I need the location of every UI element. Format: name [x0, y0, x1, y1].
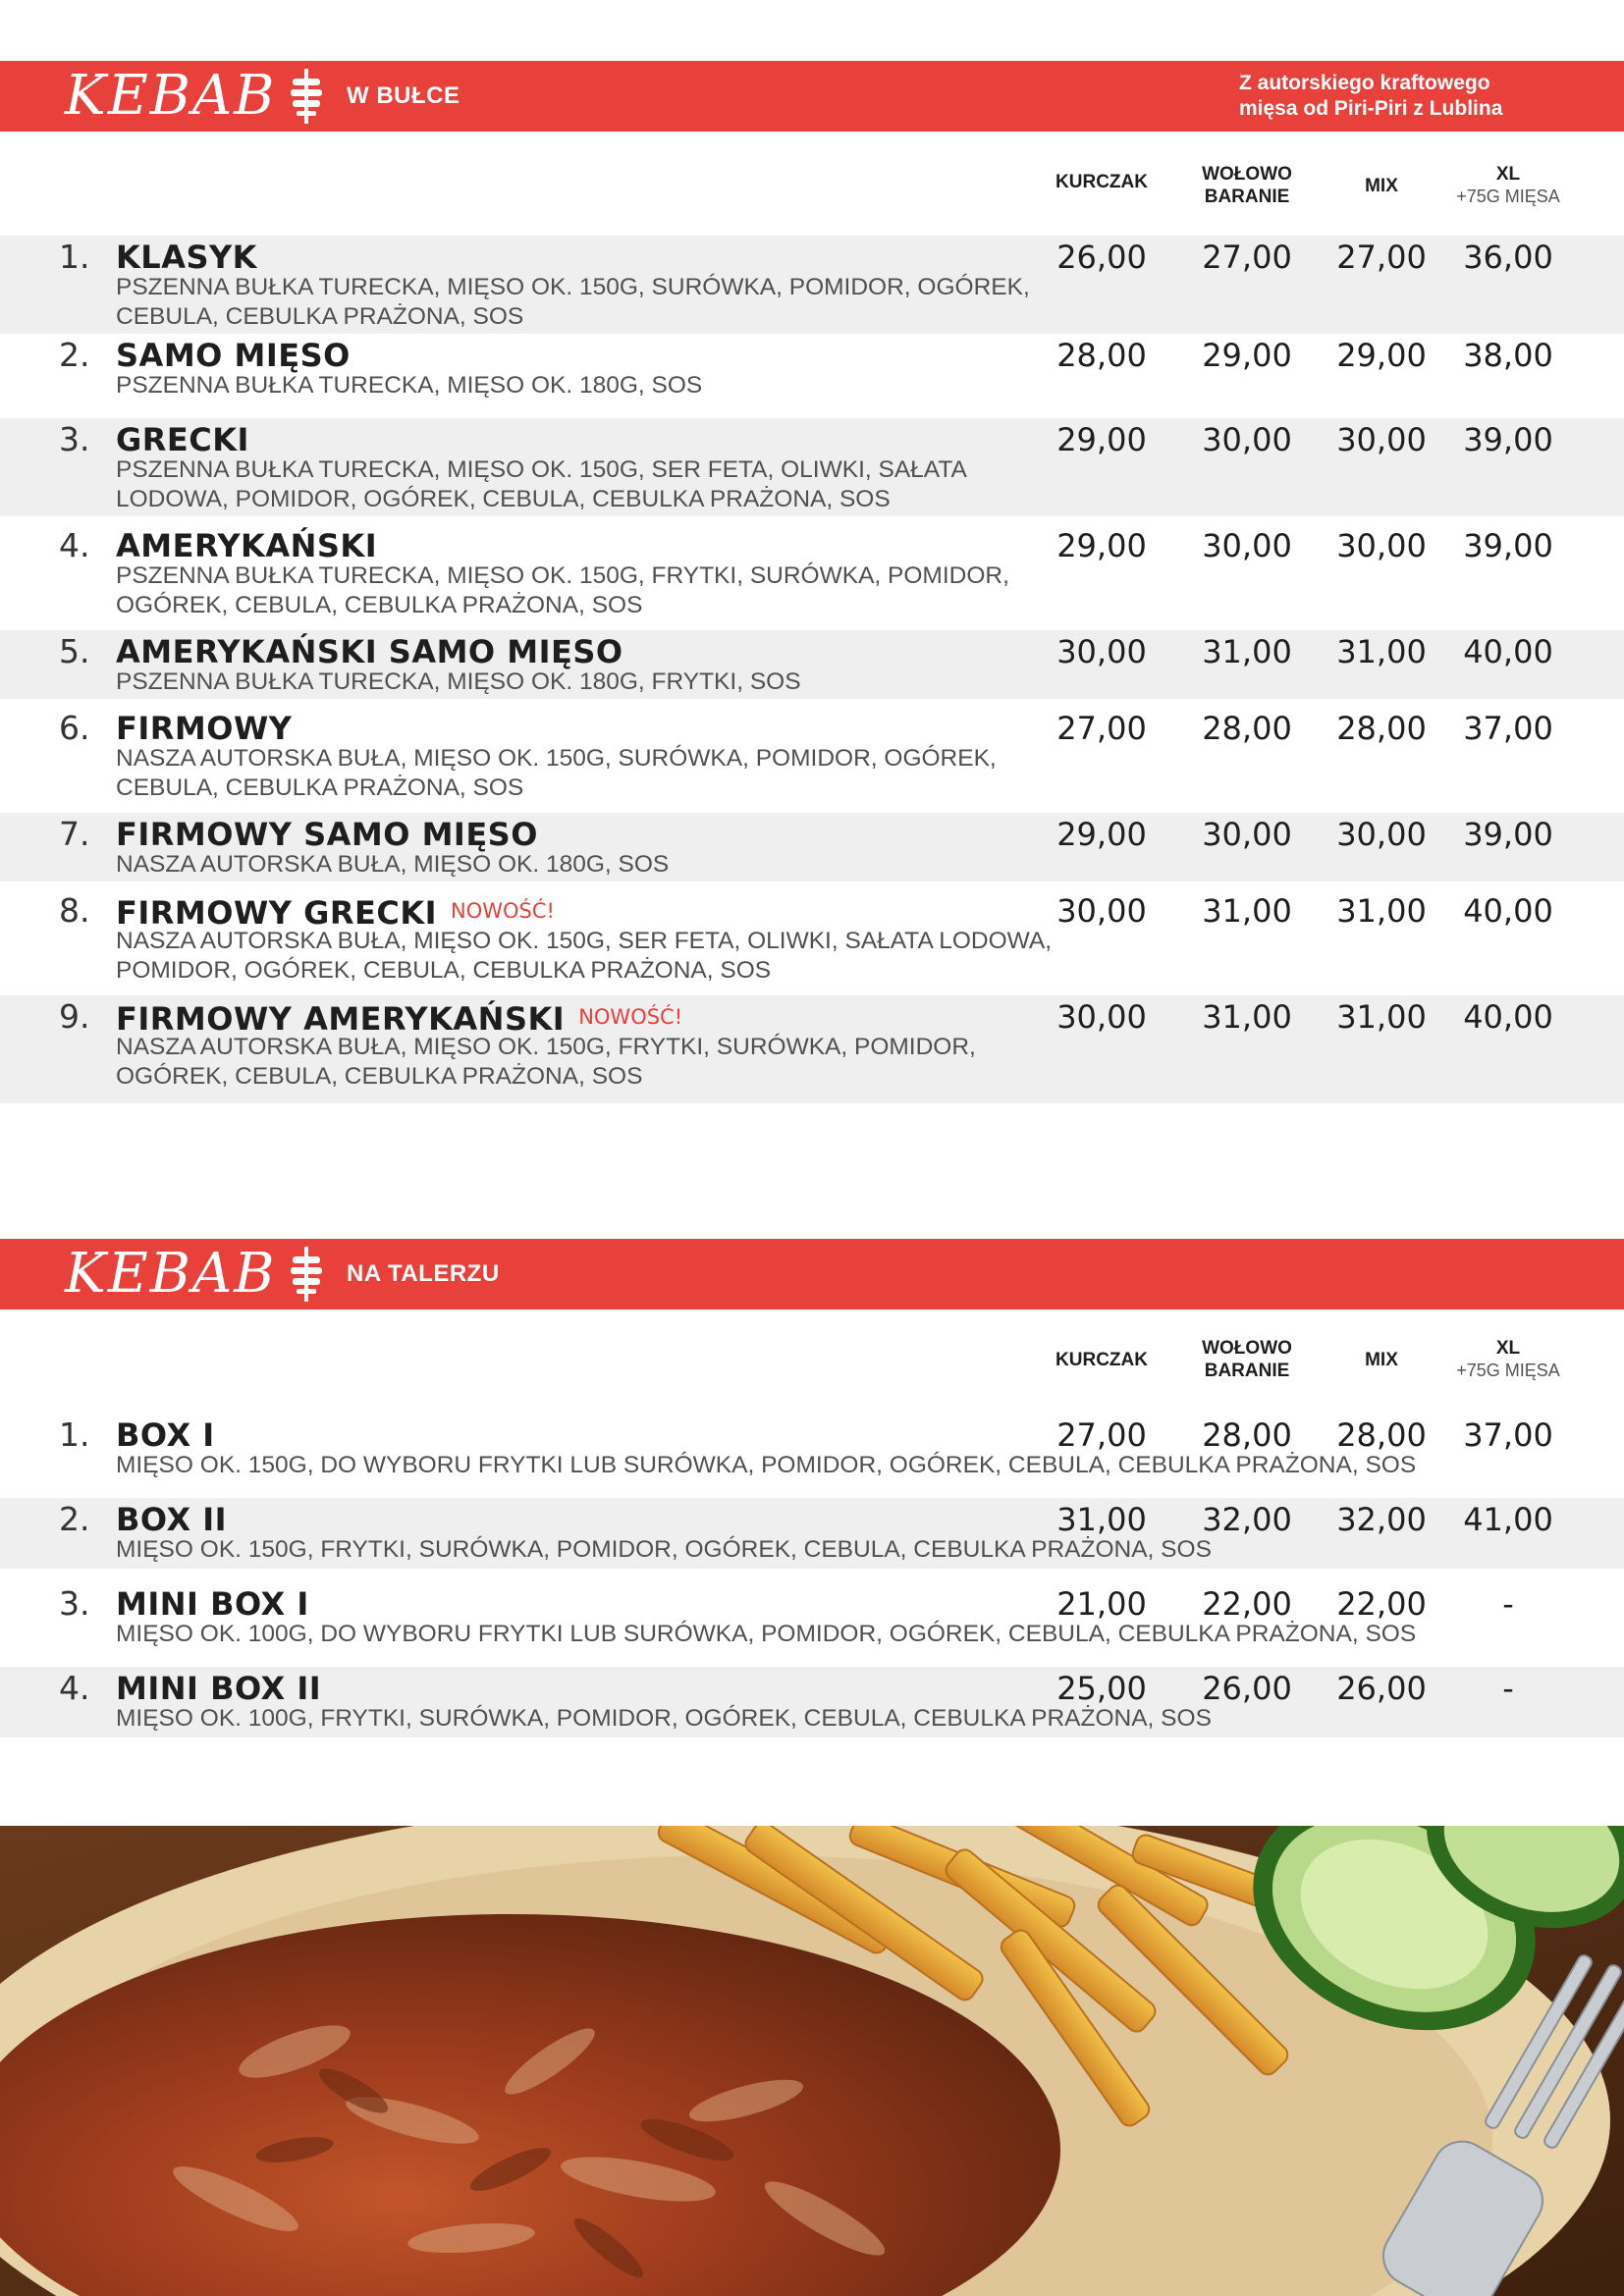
price-column-headers [0, 1309, 1624, 1414]
column-header-kurczak: KURCZAK [1056, 1350, 1148, 1370]
section-banner [0, 1239, 1624, 1309]
menu-items-list [0, 236, 1624, 1103]
item-number: 3. [59, 1584, 90, 1623]
price-kurczak: 29,00 [1056, 816, 1147, 853]
price-wolowo-baranie: 27,00 [1202, 239, 1292, 276]
item-number: 2. [59, 1500, 90, 1538]
item-number: 8. [59, 891, 90, 930]
price-kurczak: 30,00 [1056, 892, 1147, 930]
item-number: 6. [59, 709, 90, 747]
price-kurczak: 27,00 [1056, 710, 1147, 747]
price-xl: - [1502, 1585, 1514, 1623]
kebab-plate-photo [0, 1826, 1624, 2296]
item-name-text: BOX I [116, 1416, 215, 1454]
item-name-text: AMERYKAŃSKI [116, 527, 378, 564]
item-description: MIĘSO OK. 150G, DO WYBORU FRYTKI LUB SURÓWKA, POMIDOR, OGÓREK, CEBULA, CEBULKA PRAŻONA, SOS [116, 1452, 1417, 1478]
price-kurczak: 27,00 [1056, 1416, 1147, 1454]
price-wolowo-baranie: 32,00 [1202, 1501, 1292, 1538]
price-mix: 31,00 [1336, 633, 1427, 670]
item-name-text: KLASYK [116, 239, 257, 276]
price-kurczak: 21,00 [1056, 1585, 1147, 1623]
note-line-2: mięsa od Piri-Piri z Lublina [1239, 97, 1503, 120]
item-number: 3. [59, 420, 90, 458]
price-kurczak: 29,00 [1056, 527, 1147, 564]
item-description: PSZENNA BUŁKA TURECKA, MIĘSO OK. 150G, SURÓWKA, POMIDOR, OGÓREK, CEBULA, CEBULKA PRAŻONA, SOS [116, 274, 1030, 330]
price-mix: 26,00 [1336, 1670, 1427, 1707]
price-kurczak: 28,00 [1056, 337, 1147, 374]
price-xl: 37,00 [1463, 1416, 1553, 1454]
price-wolowo-baranie: 31,00 [1202, 998, 1292, 1036]
item-description: NASZA AUTORSKA BUŁA, MIĘSO OK. 150G, SURÓWKA, POMIDOR, OGÓREK, CEBULA, CEBULKA PRAŻONA, SOS [116, 745, 997, 801]
menu-item-row [0, 1414, 1624, 1498]
price-xl: 36,00 [1463, 239, 1553, 276]
column-header-wolowo-baranie: WOŁOWO BARANIE [1202, 164, 1292, 207]
item-description: MIĘSO OK. 100G, FRYTKI, SURÓWKA, POMIDOR, OGÓREK, CEBULA, CEBULKA PRAŻONA, SOS [116, 1705, 1212, 1732]
section-subtitle: W BUŁCE [347, 82, 460, 109]
price-mix: 27,00 [1336, 239, 1427, 276]
price-xl: 39,00 [1463, 421, 1553, 458]
price-xl: 39,00 [1463, 816, 1553, 853]
price-wolowo-baranie: 30,00 [1202, 527, 1292, 564]
price-mix: 30,00 [1336, 527, 1427, 564]
price-kurczak: 29,00 [1056, 421, 1147, 458]
item-number: 1. [59, 238, 90, 276]
item-description: PSZENNA BUŁKA TURECKA, MIĘSO OK. 180G, FRYTKI, SOS [116, 668, 801, 695]
brand-title: KEBAB [65, 1242, 277, 1306]
price-xl: 37,00 [1463, 710, 1553, 747]
menu-item-row [0, 630, 1624, 699]
price-kurczak: 25,00 [1056, 1670, 1147, 1707]
item-name-text: FIRMOWY AMERYKAŃSKI [116, 1000, 566, 1038]
price-xl: 40,00 [1463, 998, 1553, 1036]
price-wolowo-baranie: 30,00 [1202, 421, 1292, 458]
menu-item-row [0, 516, 1624, 630]
menu-item-row [0, 1498, 1624, 1569]
price-kurczak: 31,00 [1056, 1501, 1147, 1538]
menu-item-row [0, 699, 1624, 813]
item-name-text: FIRMOWY SAMO MIĘSO [116, 816, 538, 853]
column-header-xl: XL +75G MIĘSA [1439, 1337, 1577, 1382]
price-wolowo-baranie: 30,00 [1202, 816, 1292, 853]
menu-item-row [0, 1569, 1624, 1667]
price-mix: 28,00 [1336, 710, 1427, 747]
price-kurczak: 30,00 [1056, 633, 1147, 670]
price-mix: 32,00 [1336, 1501, 1427, 1538]
meat-origin-note [1239, 71, 1553, 122]
item-description: MIĘSO OK. 150G, FRYTKI, SURÓWKA, POMIDOR, OGÓREK, CEBULA, CEBULKA PRAŻONA, SOS [116, 1536, 1212, 1563]
new-badge: NOWOŚĆ! [451, 899, 555, 923]
item-number: 2. [59, 336, 90, 374]
column-header-kurczak: KURCZAK [1056, 172, 1148, 192]
price-mix: 22,00 [1336, 1585, 1427, 1623]
item-name-text: MINI BOX I [116, 1585, 309, 1623]
item-name-text: MINI BOX II [116, 1670, 322, 1707]
price-wolowo-baranie: 31,00 [1202, 633, 1292, 670]
kebab-plate-image [0, 1826, 1624, 2296]
price-wolowo-baranie: 29,00 [1202, 337, 1292, 374]
price-xl: 39,00 [1463, 527, 1553, 564]
item-number: 5. [59, 632, 90, 670]
item-number: 4. [59, 526, 90, 564]
price-mix: 30,00 [1336, 421, 1427, 458]
item-name-text: GRECKI [116, 421, 249, 458]
price-mix: 28,00 [1336, 1416, 1427, 1454]
item-number: 7. [59, 815, 90, 853]
item-description: NASZA AUTORSKA BUŁA, MIĘSO OK. 180G, SOS [116, 851, 670, 878]
item-description: PSZENNA BUŁKA TURECKA, MIĘSO OK. 150G, FRYTKI, SURÓWKA, POMIDOR, OGÓREK, CEBULA, CEBULKA PRAŻONA, SOS [116, 562, 1009, 618]
item-number: 9. [59, 997, 90, 1036]
item-description: MIĘSO OK. 100G, DO WYBORU FRYTKI LUB SURÓWKA, POMIDOR, OGÓREK, CEBULA, CEBULKA PRAŻONA, SOS [116, 1621, 1417, 1647]
column-header-xl-sub: +75G MIĘSA [1456, 187, 1560, 206]
item-number: 1. [59, 1415, 90, 1454]
note-line-1: Z autorskiego kraftowego [1239, 72, 1490, 94]
price-wolowo-baranie: 28,00 [1202, 710, 1292, 747]
column-header-mix: MIX [1365, 1350, 1398, 1370]
menu-item-row [0, 236, 1624, 334]
item-description: NASZA AUTORSKA BUŁA, MIĘSO OK. 150G, SER FETA, OLIWKI, SAŁATA LODOWA, POMIDOR, OGÓREK, CEBULA, CEBULKA PRAŻONA, SOS [116, 928, 1053, 984]
menu-item-row [0, 418, 1624, 516]
price-mix: 30,00 [1336, 816, 1427, 853]
new-badge: NOWOŚĆ! [578, 1005, 683, 1029]
price-xl: 38,00 [1463, 337, 1553, 374]
menu-item-row [0, 1667, 1624, 1737]
price-wolowo-baranie: 31,00 [1202, 892, 1292, 930]
item-name-text: AMERYKAŃSKI SAMO MIĘSO [116, 633, 623, 670]
price-mix: 31,00 [1336, 998, 1427, 1036]
column-header-xl: XL +75G MIĘSA [1439, 163, 1577, 208]
menu-item-row [0, 995, 1624, 1103]
item-description: NASZA AUTORSKA BUŁA, MIĘSO OK. 150G, FRYTKI, SURÓWKA, POMIDOR, OGÓREK, CEBULA, CEBULKA PRAŻONA, SOS [116, 1034, 976, 1090]
column-header-xl-sub: +75G MIĘSA [1456, 1361, 1560, 1380]
section-subtitle: NA TALERZU [347, 1260, 500, 1287]
price-wolowo-baranie: 26,00 [1202, 1670, 1292, 1707]
menu-item-row [0, 334, 1624, 418]
item-description: PSZENNA BUŁKA TURECKA, MIĘSO OK. 180G, SOS [116, 372, 703, 399]
price-xl: 40,00 [1463, 633, 1553, 670]
price-xl: 41,00 [1463, 1501, 1553, 1538]
kebab-skewer-icon [287, 69, 326, 124]
price-xl: 40,00 [1463, 892, 1553, 930]
menu-section-na-talerzu [0, 1239, 1624, 1737]
price-xl: - [1502, 1670, 1514, 1707]
column-header-wolowo-baranie: WOŁOWO BARANIE [1202, 1338, 1292, 1381]
menu-item-row [0, 813, 1624, 881]
item-name-text: BOX II [116, 1501, 228, 1538]
item-name-text: FIRMOWY GRECKI [116, 894, 438, 932]
price-column-headers [0, 132, 1624, 236]
column-header-mix: MIX [1365, 176, 1398, 196]
menu-items-list [0, 1414, 1624, 1737]
price-mix: 29,00 [1336, 337, 1427, 374]
item-name-text: FIRMOWY [116, 710, 293, 747]
menu-item-row [0, 881, 1624, 995]
section-banner [0, 61, 1624, 132]
kebab-skewer-icon [287, 1247, 326, 1302]
price-wolowo-baranie: 22,00 [1202, 1585, 1292, 1623]
item-number: 4. [59, 1669, 90, 1707]
price-wolowo-baranie: 28,00 [1202, 1416, 1292, 1454]
item-description: PSZENNA BUŁKA TURECKA, MIĘSO OK. 150G, SER FETA, OLIWKI, SAŁATA LODOWA, POMIDOR, OGÓREK, CEBULA, CEBULKA PRAŻONA, SOS [116, 456, 966, 512]
menu-section-w-bulce [0, 61, 1624, 1103]
price-mix: 31,00 [1336, 892, 1427, 930]
price-kurczak: 30,00 [1056, 998, 1147, 1036]
brand-title: KEBAB [65, 64, 277, 128]
price-kurczak: 26,00 [1056, 239, 1147, 276]
item-name-text: SAMO MIĘSO [116, 337, 351, 374]
